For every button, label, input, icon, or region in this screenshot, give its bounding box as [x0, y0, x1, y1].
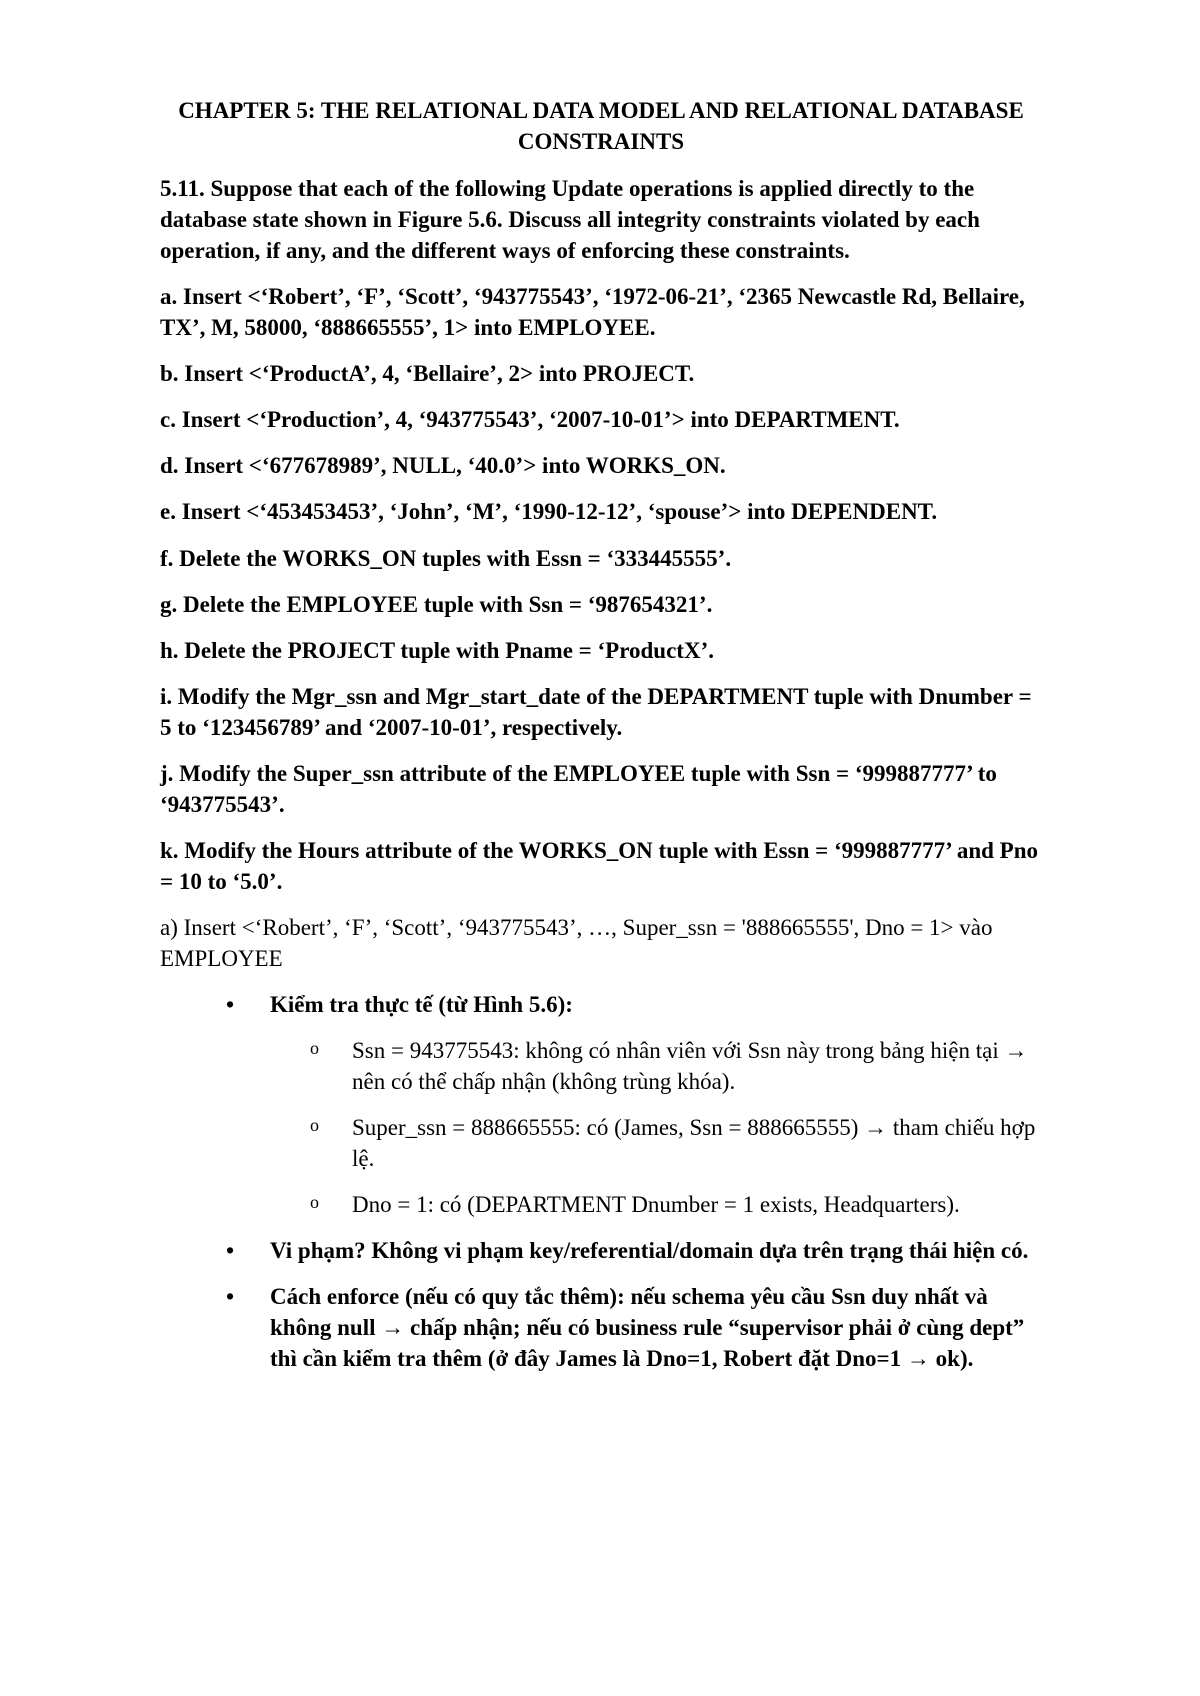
- operation-h: h. Delete the PROJECT tuple with Pname = ‘ProductX’.: [160, 637, 714, 663]
- problem-statement: 5.11. Suppose that each of the following Update operations is applied directly to the database state shown in Figure 5.6. Discuss all integrity constraints violated by each operation, if any, and the different ways of enforcing these constraints.: [160, 176, 980, 264]
- operation-a: a. Insert <‘Robert’, ‘F’, ‘Scott’, ‘943775543’, ‘1972-06-21’, ‘2365 Newcastle Rd, Bellaire, TX’, M, 58000, ‘888665555’, 1> into EMPLOYEE.: [160, 284, 1025, 341]
- operation-c: c. Insert <‘Production’, 4, ‘943775543’, ‘2007-10-01’> into DEPARTMENT.: [160, 407, 900, 433]
- solution-bullet-list: [160, 989, 1042, 1020]
- page-title: CHAPTER 5: THE RELATIONAL DATA MODEL AND RELATIONAL DATABASE CONSTRAINTS: [178, 98, 1024, 155]
- sub-bullet-ssn-check: o Ssn = 943775543: không có nhân viên với Ssn này trong bảng hiện tại → nên có thể chấp nhận (không trùng khóa).: [160, 1035, 1042, 1097]
- bullet-enforce: • Cách enforce (nếu có quy tắc thêm): nếu schema yêu cầu Ssn duy nhất và không null → chấp nhận; nếu có business rule “supervisor phải ở cùng dept” thì cần kiểm tra thêm (ở đây James là Dno=1, Robert đặt Dno=1 → ok).: [160, 1281, 1042, 1374]
- operation-g: g. Delete the EMPLOYEE tuple with Ssn = ‘987654321’.: [160, 591, 713, 617]
- operation-e: e. Insert <‘453453453’, ‘John’, ‘M’, ‘1990-12-12’, ‘spouse’> into DEPENDENT.: [160, 499, 938, 525]
- operation-j: j. Modify the Super_ssn attribute of the EMPLOYEE tuple with Ssn = ‘999887777’ to ‘943775543’.: [160, 760, 997, 817]
- sub-bullet-superssn-check: o Super_ssn = 888665555: có (James, Ssn = 888665555) → tham chiếu hợp lệ.: [160, 1112, 1042, 1174]
- operation-d: d. Insert <‘677678989’, NULL, ‘40.0’> into WORKS_ON.: [160, 453, 726, 479]
- operation-b: b. Insert <‘ProductA’, 4, ‘Bellaire’, 2> into PROJECT.: [160, 361, 695, 387]
- bullet-fact-check: • Kiểm tra thực tế (từ Hình 5.6):: [160, 989, 1042, 1020]
- bullet-violation: • Vi phạm? Không vi phạm key/referential/domain dựa trên trạng thái hiện có.: [160, 1235, 1042, 1266]
- solution-bullet-list-2: [160, 1235, 1042, 1374]
- operation-i: i. Modify the Mgr_ssn and Mgr_start_date of the DEPARTMENT tuple with Dnumber = 5 to ‘123456789’ and ‘2007-10-01’, respectively.: [160, 683, 1032, 740]
- fact-check-sublist: [160, 1035, 1042, 1220]
- operation-f: f. Delete the WORKS_ON tuples with Essn = ‘333445555’.: [160, 545, 732, 571]
- operation-k: k. Modify the Hours attribute of the WORKS_ON tuple with Essn = ‘999887777’ and Pno = 10 to ‘5.0’.: [160, 837, 1039, 894]
- sub-bullet-dno-check: o Dno = 1: có (DEPARTMENT Dnumber = 1 exists, Headquarters).: [160, 1189, 1042, 1220]
- solution-heading: a) Insert <‘Robert’, ‘F’, ‘Scott’, ‘943775543’, …, Super_ssn = '888665555', Dno = 1> vào EMPLOYEE: [160, 914, 993, 971]
